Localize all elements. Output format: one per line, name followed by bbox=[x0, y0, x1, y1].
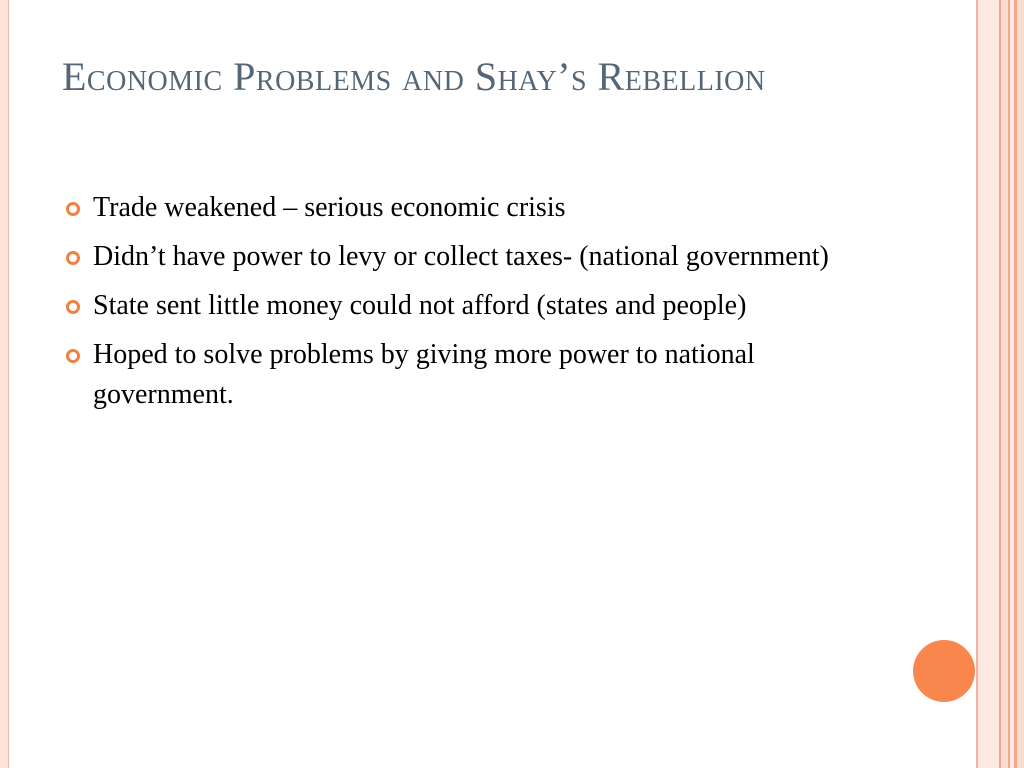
slide-title: Economic Problems and Shay’s Rebellion bbox=[62, 54, 766, 99]
border-stripe bbox=[978, 0, 999, 768]
border-stripe bbox=[1001, 0, 1008, 768]
bullet-item bbox=[62, 237, 882, 277]
bullet-item bbox=[62, 286, 882, 326]
bullet-list bbox=[62, 188, 882, 424]
circle-bullet-icon bbox=[66, 251, 80, 265]
right-decorative-border bbox=[976, 0, 1024, 768]
circle-bullet-icon bbox=[66, 300, 80, 314]
orange-circle-decoration bbox=[913, 640, 975, 702]
left-edge-border bbox=[0, 0, 9, 768]
bullet-item bbox=[62, 335, 882, 415]
bullet-item bbox=[62, 188, 882, 228]
bullet-text: Hoped to solve problems by giving more power to national government. bbox=[93, 339, 755, 410]
bullet-text: State sent little money could not afford (states and people) bbox=[93, 290, 747, 321]
circle-bullet-icon bbox=[66, 349, 80, 363]
bullet-text: Didn’t have power to levy or collect taxes- (national government) bbox=[93, 241, 829, 272]
border-stripe bbox=[1017, 0, 1024, 768]
bullet-text: Trade weakened – serious economic crisis bbox=[93, 192, 566, 223]
circle-bullet-icon bbox=[66, 202, 80, 216]
